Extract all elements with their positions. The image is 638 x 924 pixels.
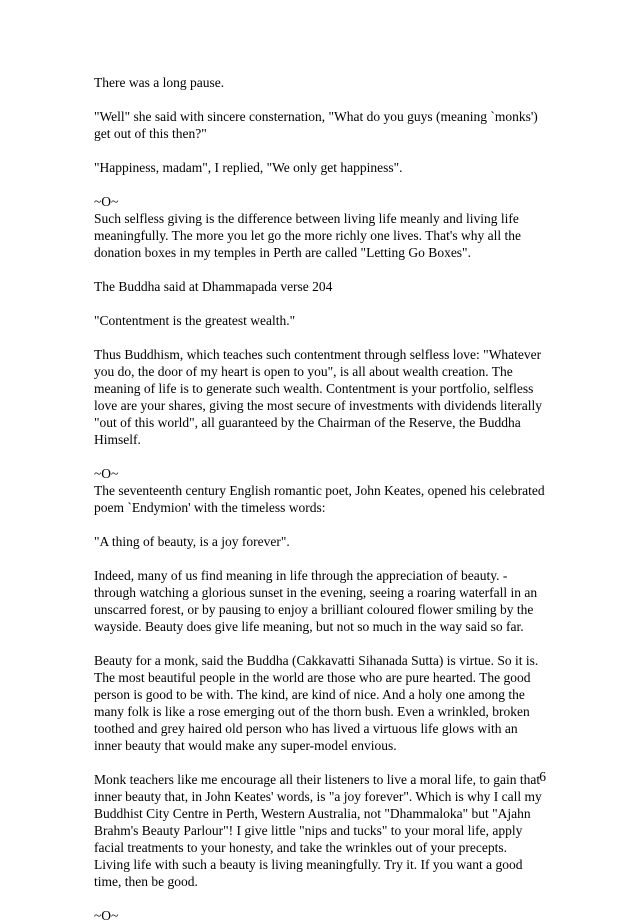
paragraph: Such selfless giving is the difference between living life meanly and living life meaningfully. The more you let go the more richly one lives. That's why all the donation boxes in my temples in Perth are called "Letting Go Boxes". bbox=[94, 211, 521, 260]
paragraph: There was a long pause. bbox=[94, 75, 225, 90]
page-number: 6 bbox=[539, 769, 546, 784]
section-separator: ~O~ bbox=[94, 908, 119, 923]
paragraph: "Well" she said with sincere consternation, "What do you guys (meaning `monks') get out of this then?" bbox=[94, 109, 538, 141]
page-content bbox=[94, 74, 546, 924]
paragraph: "A thing of beauty, is a joy forever". bbox=[94, 534, 290, 549]
paragraph: The seventeenth century English romantic poet, John Keates, opened his celebrated poem `Endymion' with the timeless words: bbox=[94, 483, 545, 515]
paragraph: "Contentment is the greatest wealth." bbox=[94, 313, 296, 328]
paragraph: The Buddha said at Dhammapada verse 204 bbox=[94, 279, 333, 294]
paragraph: Thus Buddhism, which teaches such contentment through selfless love: "Whatever you do, the door of my heart is open to you", is all about wealth creation. The meaning of life is to generate such wealth. Contentment is your portfolio, selfless love are your shares, giving the most secure of investments with dividends literally "out of this world", all guaranteed by the Chairman of the Reserve, the Buddha Himself. bbox=[94, 347, 543, 447]
section-separator: ~O~ bbox=[94, 466, 119, 481]
paragraph: Beauty for a monk, said the Buddha (Cakkavatti Sihanada Sutta) is virtue. So it is. The most beautiful people in the world are those who are pure hearted. The good person is good to be with. The kind, are kind of nice. And a holy one among the many folk is like a rose emerging out of the thorn bush. Even a wrinkled, broken toothed and grey haired old person who has lived a virtuous life glows with an inner beauty that would make any super-model envious. bbox=[94, 653, 539, 753]
paragraph: Monk teachers like me encourage all their listeners to live a moral life, to gain that inner beauty that, in John Keates' words, is "a joy forever". Which is why I call my Buddhist City Centre in Perth, Western Australia, not "Dhammaloka" but "Ajahn Brahm's Beauty Parlour"! I give little "nips and tucks" to your moral life, apply facial treatments to your honesty, and take the wrinkles out of your precepts. Living life with such a beauty is living meaningfully. Try it. If you want a good time, then be good. bbox=[94, 772, 542, 889]
paragraph: "Happiness, madam", I replied, "We only get happiness". bbox=[94, 160, 403, 175]
paragraph: Indeed, many of us find meaning in life through the appreciation of beauty. - through watching a glorious sunset in the evening, seeing a roaring waterfall in an unscarred forest, or by pausing to enjoy a brilliant coloured flower smiling by the wayside. Beauty does give life meaning, but not so much in the way said so far. bbox=[94, 568, 538, 634]
section-separator: ~O~ bbox=[94, 194, 119, 209]
